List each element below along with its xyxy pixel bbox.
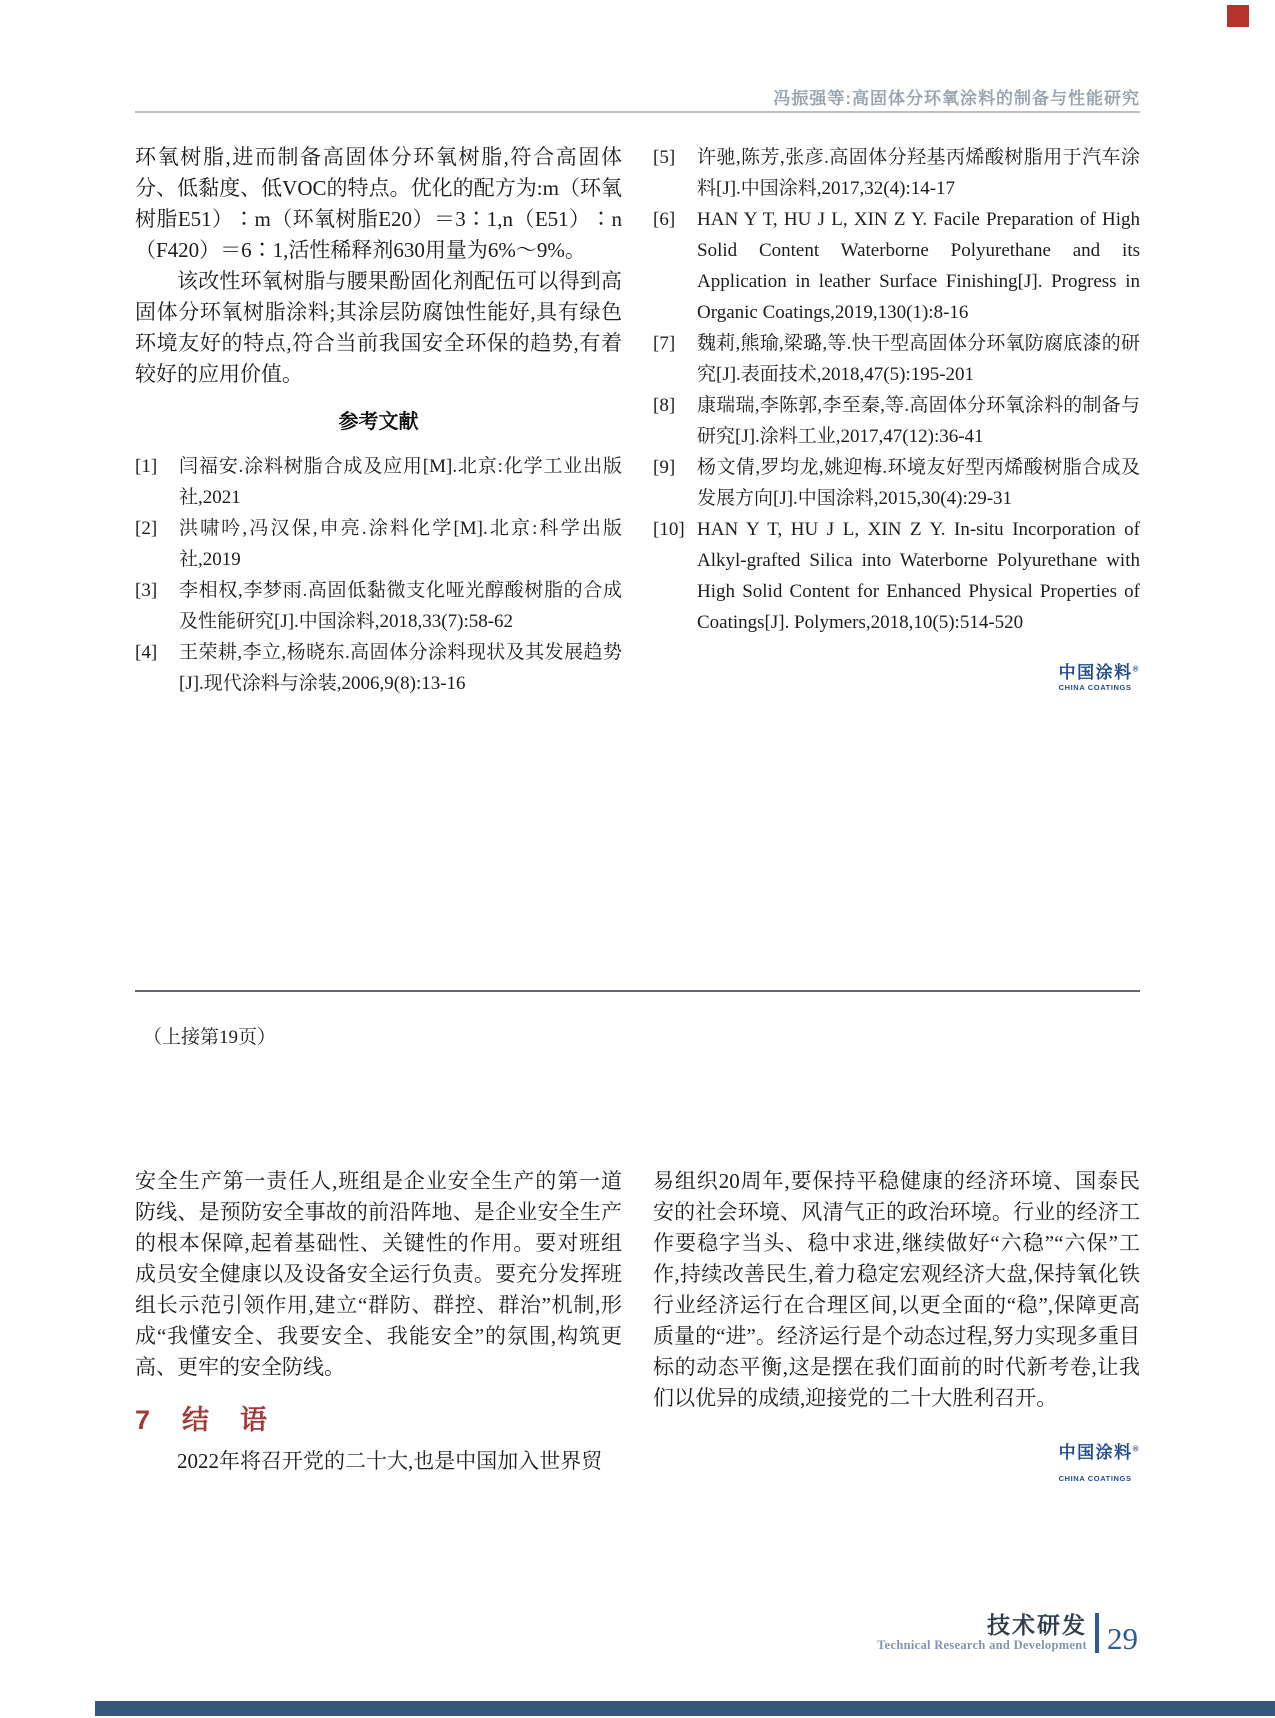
reference-number: [2]	[135, 518, 158, 539]
logo-box	[1059, 664, 1140, 692]
running-header: 冯振强等:高固体分环氧涂料的制备与性能研究	[773, 89, 1140, 108]
header-divider	[135, 111, 1140, 113]
logo-box	[1059, 1444, 1140, 1494]
paragraph: 2022年将召开党的二十大,也是中国加入世界贸	[177, 1449, 603, 1473]
footer-section-en: Technical Research and Development	[877, 1638, 1087, 1653]
logo-cn-label: 中国涂料	[1058, 1443, 1133, 1462]
reference-number: [9]	[653, 457, 676, 478]
footer-bar	[95, 1701, 1275, 1716]
section-divider	[135, 990, 1140, 992]
reference-text: 杨文倩,罗均龙,姚迎梅.环境友好型丙烯酸树脂合成及发展方向[J].中国涂料,2015,30(4):29-31	[697, 457, 1140, 509]
corner-mark	[1227, 5, 1249, 27]
section-title: 结 语	[182, 1405, 270, 1435]
reference-text: 许驰,陈芳,张彦.高固体分羟基丙烯酸树脂用于汽车涂料[J].中国涂料,2017,32(4):14-17	[697, 147, 1140, 199]
reference-text: 王荣耕,李立,杨晓东.高固体分涂料现状及其发展趋势[J].现代涂料与涂装,2006,9(8):13-16	[179, 642, 622, 694]
reference-text: 康瑞瑞,李陈郭,李至秦,等.高固体分环氧涂料的制备与研究[J].涂料工业,2017,47(12):36-41	[697, 395, 1140, 447]
china-coatings-logo	[653, 664, 1140, 692]
reference-item	[653, 390, 1140, 452]
top-section	[135, 142, 1140, 699]
registered-mark: ®	[1132, 1444, 1140, 1454]
bottom-section	[135, 1166, 1140, 1494]
reference-number: [10]	[653, 519, 685, 540]
reference-item	[653, 328, 1140, 390]
footer-section-labels	[877, 1612, 1087, 1653]
page-footer	[877, 1612, 1138, 1656]
reference-item	[653, 452, 1140, 514]
logo-cn-label: 中国涂料	[1058, 663, 1133, 682]
reference-number: [7]	[653, 333, 676, 354]
registered-mark: ®	[1132, 664, 1140, 674]
reference-number: [4]	[135, 642, 158, 663]
reference-text: 魏莉,熊瑜,梁璐,等.快干型高固体分环氧防腐底漆的研究[J].表面技术,2018,47(5):195-201	[697, 333, 1140, 385]
paragraph: 安全生产第一责任人,班组是企业安全生产的第一道防线、是预防安全事故的前沿阵地、是企业安全生产的根本保障,起着基础性、关键性的作用。要对班组成员安全健康以及设备安全运行负责。要充分发挥班组长示范引领作用,建立“群防、群控、群治”机制,形成“我懂安全、我要安全、我能安全”的氛围,构筑更高、更牢的安全防线。	[135, 1169, 622, 1379]
reference-item	[135, 451, 622, 513]
top-right-column	[653, 142, 1140, 699]
continued-from-note: （上接第19页）	[143, 1027, 277, 1048]
footer-section-cn: 技术研发	[987, 1612, 1087, 1638]
logo-en-text: CHINA COATINGS	[1058, 682, 1132, 692]
reference-item	[135, 513, 622, 575]
reference-number: [1]	[135, 456, 158, 477]
reference-number: [6]	[653, 209, 676, 230]
reference-item	[653, 142, 1140, 204]
reference-item	[135, 637, 622, 699]
references-heading: 参考文献	[338, 411, 419, 433]
china-coatings-logo	[653, 1444, 1140, 1494]
bottom-left-column	[135, 1166, 622, 1494]
section-number: 7	[135, 1405, 151, 1435]
reference-text: HAN Y T, HU J L, XIN Z Y. Facile Preparation of High Solid Content Waterborne Polyurethane and its Application in leather Surface Finishing[J]. Progress in Organic Coatings,2019,130(1):8-16	[697, 209, 1140, 323]
logo-en-text: CHINA COATINGS	[1058, 1473, 1132, 1483]
reference-item	[135, 575, 622, 637]
reference-text: 洪啸吟,冯汉保,申亮.涂料化学[M].北京:科学出版社,2019	[179, 518, 622, 570]
top-left-column	[135, 142, 622, 699]
paragraph: 易组织20周年,要保持平稳健康的经济环境、国泰民安的社会环境、风清气正的政治环境。行业的经济工作要稳字当头、稳中求进,继续做好“六稳”“六保”工作,持续改善民生,着力稳定宏观经济大盘,保持氧化铁行业经济运行在合理区间,以更全面的“稳”,保障更高质量的“进”。经济运行是个动态过程,努力实现多重目标的动态平衡,这是摆在我们面前的时代新考卷,让我们以优异的成绩,迎接党的二十大胜利召开。	[653, 1169, 1140, 1410]
logo-cn-text	[1059, 1444, 1140, 1462]
paragraph: 该改性环氧树脂与腰果酚固化剂配伍可以得到高固体分环氧树脂涂料;其涂层防腐蚀性能好,具有绿色环境友好的特点,符合当前我国安全环保的趋势,有着较好的应用价值。	[135, 269, 622, 386]
bottom-right-column	[653, 1166, 1140, 1494]
paragraph: 环氧树脂,进而制备高固体分环氧树脂,符合高固体分、低黏度、低VOC的特点。优化的配方为:m（环氧树脂E51）∶m（环氧树脂E20）＝3∶1,n（E51）∶n（F420）＝6∶1,活性稀释剂630用量为6%～9%。	[135, 145, 622, 262]
reference-number: [8]	[653, 395, 676, 416]
conclusion-heading	[135, 1405, 622, 1436]
reference-number: [5]	[653, 147, 676, 168]
reference-item	[653, 204, 1140, 328]
reference-text: 闫福安.涂料树脂合成及应用[M].北京:化学工业出版社,2021	[179, 456, 622, 508]
reference-text: HAN Y T, HU J L, XIN Z Y. In-situ Incorporation of Alkyl-grafted Silica into Waterborne Polyurethane with High Solid Content for Enhanced Physical Properties of Coatings[J]. Polymers,2018,10(5):514-520	[697, 519, 1140, 633]
reference-text: 李相权,李梦雨.高固低黏微支化哑光醇酸树脂的合成及性能研究[J].中国涂料,2018,33(7):58-62	[179, 580, 622, 632]
page-number: 29	[1107, 1621, 1138, 1656]
reference-number: [3]	[135, 580, 158, 601]
reference-item	[653, 514, 1140, 638]
logo-cn-text	[1059, 664, 1140, 682]
footer-separator-bar	[1095, 1613, 1099, 1653]
